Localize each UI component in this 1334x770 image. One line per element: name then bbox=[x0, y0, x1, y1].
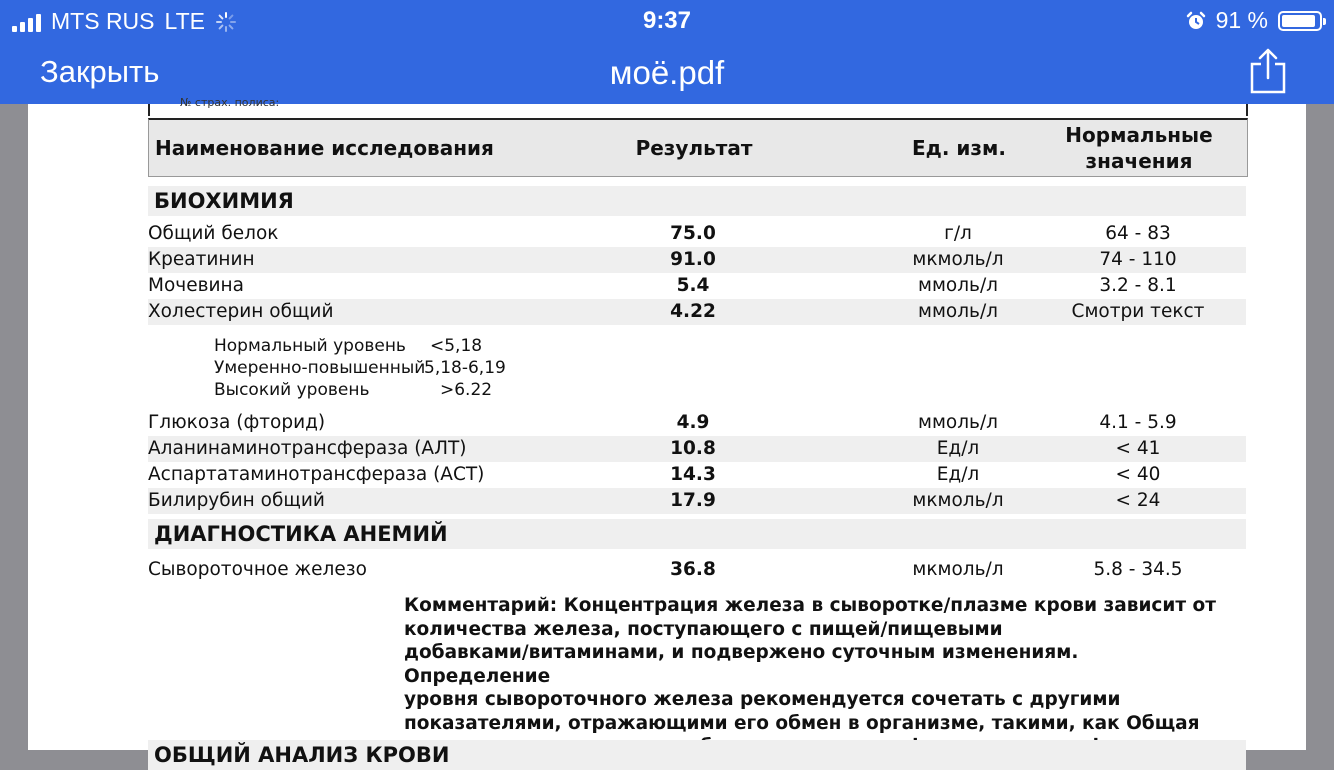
section-biochemistry: БИОХИМИЯ bbox=[148, 186, 1246, 216]
test-unit: ммоль/л bbox=[917, 412, 999, 433]
test-unit: мкмоль/л bbox=[912, 559, 1004, 580]
pdf-page[interactable] bbox=[28, 96, 1306, 767]
test-name: Мочевина bbox=[148, 275, 244, 296]
test-normal: 3.2 - 8.1 bbox=[1099, 275, 1177, 296]
battery-percent: 91 % bbox=[1215, 7, 1268, 33]
form-box-border bbox=[148, 104, 1248, 116]
test-result: 4.9 bbox=[676, 412, 710, 433]
table-row bbox=[148, 221, 1246, 247]
test-normal: 74 - 110 bbox=[1099, 249, 1177, 270]
test-normal: 64 - 83 bbox=[1105, 223, 1171, 244]
status-right bbox=[1186, 7, 1322, 34]
comment-line: показателями, отражающими его обмен в организме, такими, как Общая bbox=[404, 712, 1200, 734]
test-normal: Смотри текст bbox=[1071, 301, 1205, 322]
carrier-name: MTS RUS bbox=[51, 8, 155, 34]
iron-comment bbox=[404, 594, 1224, 759]
test-name: Аланинаминотрансфераза (АЛТ) bbox=[148, 438, 467, 459]
table-row bbox=[148, 410, 1246, 436]
test-result: 4.22 bbox=[670, 301, 716, 322]
test-result: 91.0 bbox=[670, 249, 716, 270]
test-name: Общий белок bbox=[148, 223, 279, 244]
table-row bbox=[148, 299, 1246, 325]
comment-line: уровня сывороточного железа рекомендуется сочетать с другими bbox=[404, 689, 1121, 710]
test-name: Креатинин bbox=[148, 249, 255, 270]
insurance-number-label: № страх. полиса: bbox=[180, 96, 280, 109]
table-row bbox=[148, 488, 1246, 514]
test-name: Билирубин общий bbox=[148, 490, 325, 511]
test-result: 14.3 bbox=[670, 464, 716, 485]
test-unit: мкмоль/л bbox=[912, 249, 1004, 270]
test-result: 5.4 bbox=[676, 275, 710, 296]
header-name: Наименование исследования bbox=[155, 136, 494, 160]
header-result: Результат bbox=[635, 136, 753, 160]
chol-ref-label: Нормальный уровень bbox=[214, 336, 406, 356]
test-normal: < 40 bbox=[1115, 464, 1161, 485]
test-normal: 4.1 - 5.9 bbox=[1099, 412, 1177, 433]
chol-ref-value: <5,18 bbox=[430, 336, 483, 356]
battery-icon bbox=[1278, 11, 1322, 31]
header-normal bbox=[1039, 120, 1239, 176]
test-unit: Ед/л bbox=[936, 438, 980, 459]
chol-ref-label: Высокий уровень bbox=[214, 380, 370, 400]
test-normal: < 41 bbox=[1115, 438, 1161, 459]
comment-line: количества железа, поступающего с пищей/пищевыми bbox=[404, 618, 1003, 640]
close-button[interactable]: Закрыть bbox=[40, 54, 160, 89]
status-bar bbox=[0, 0, 1334, 42]
test-unit: г/л bbox=[944, 223, 972, 244]
table-header bbox=[148, 118, 1248, 177]
chol-ref-value: >6.22 bbox=[440, 380, 493, 400]
clock: 9:37 bbox=[642, 7, 692, 34]
header-normal-line1: Нормальные bbox=[1065, 123, 1213, 147]
header-unit: Ед. изм. bbox=[912, 136, 1006, 160]
test-result: 17.9 bbox=[670, 490, 716, 511]
table-row bbox=[148, 273, 1246, 299]
chol-ref-label: Умеренно-повышенный bbox=[214, 358, 426, 378]
navigation-bar bbox=[0, 42, 1334, 104]
test-name: Холестерин общий bbox=[148, 301, 334, 322]
test-unit: мкмоль/л bbox=[912, 490, 1004, 511]
table-row bbox=[148, 436, 1246, 462]
header-normal-line2: значения bbox=[1085, 149, 1193, 173]
chol-ref-value: 5,18-6,19 bbox=[424, 358, 506, 378]
network-type: LTE bbox=[164, 8, 205, 34]
test-result: 10.8 bbox=[670, 438, 716, 459]
test-name: Аспартатаминотрансфераза (АСТ) bbox=[148, 464, 485, 485]
table-row bbox=[148, 247, 1246, 273]
test-result: 36.8 bbox=[670, 559, 716, 580]
section-blood-count: ОБЩИЙ АНАЛИЗ КРОВИ bbox=[148, 740, 1246, 770]
table-row bbox=[148, 462, 1246, 488]
test-unit: ммоль/л bbox=[917, 275, 999, 296]
test-name: Глюкоза (фторид) bbox=[148, 412, 326, 433]
share-icon[interactable] bbox=[1246, 46, 1290, 96]
comment-line: Комментарий: Концентрация железа в сыворотке/плазме крови зависит от bbox=[404, 595, 1216, 616]
test-normal: < 24 bbox=[1115, 490, 1161, 511]
test-unit: ммоль/л bbox=[917, 301, 999, 322]
document-title: моё.pdf bbox=[609, 54, 725, 91]
test-unit: Ед/л bbox=[936, 464, 980, 485]
section-anemia: ДИАГНОСТИКА АНЕМИЙ bbox=[148, 519, 1246, 549]
test-result: 75.0 bbox=[670, 223, 716, 244]
test-normal: 5.8 - 34.5 bbox=[1093, 559, 1183, 580]
table-row bbox=[148, 557, 1246, 583]
comment-line: добавками/витаминами, и подвержено суточным изменениям. Определение bbox=[404, 642, 1079, 687]
test-name: Сывороточное железо bbox=[148, 559, 367, 580]
alarm-icon bbox=[1186, 11, 1206, 31]
